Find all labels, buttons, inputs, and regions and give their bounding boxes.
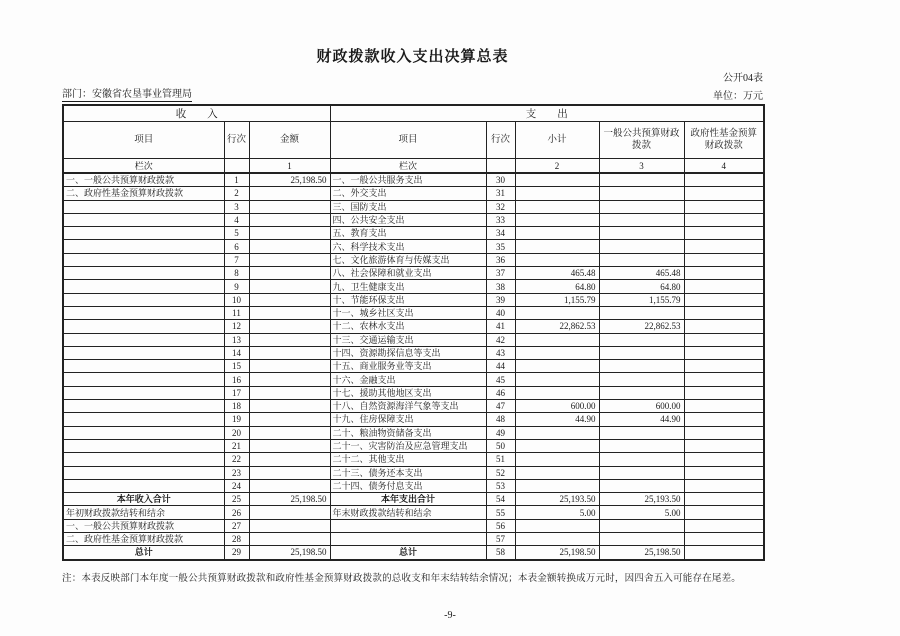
table-row [63,506,764,519]
income-item-label [63,320,224,333]
expense-general-budget-amount [599,426,684,439]
expense-item-label: 二、外交支出 [330,187,486,200]
table-row [63,333,764,346]
expense-subtotal [515,533,599,546]
expense-general-budget-amount [599,200,684,213]
expense-gov-fund-amount [684,519,764,532]
expense-general-budget-amount [599,453,684,466]
income-item-label [63,306,224,319]
expense-subtotal: 25,193.50 [515,493,599,506]
expense-line-number: 38 [486,280,515,293]
income-line-number: 13 [224,333,249,346]
expense-line-number: 31 [486,187,515,200]
expense-gov-fund-amount [684,400,764,413]
table-row [63,453,764,466]
income-line-number: 3 [224,200,249,213]
expense-line-number: 32 [486,200,515,213]
expense-line-number: 46 [486,386,515,399]
expense-item-label: 八、社会保障和就业支出 [330,267,486,280]
income-line-number: 15 [224,360,249,373]
expense-gov-fund-amount [684,453,764,466]
income-amount [249,386,330,399]
expense-item-label: 三、国防支出 [330,200,486,213]
expense-subtotal: 64.80 [515,280,599,293]
income-amount [249,360,330,373]
income-item-label [63,386,224,399]
table-row [63,426,764,439]
table-row [63,306,764,319]
income-line-number: 8 [224,267,249,280]
expense-general-budget-amount: 465.48 [599,267,684,280]
income-line-number: 21 [224,439,249,452]
income-line-number: 6 [224,240,249,253]
income-line-number: 17 [224,386,249,399]
income-item-label: 总计 [63,546,224,560]
expense-subtotal [515,519,599,532]
expense-general-budget-amount [599,533,684,546]
income-line-number: 20 [224,426,249,439]
expense-gov-fund-amount [684,466,764,479]
expense-item-label: 九、卫生健康支出 [330,280,486,293]
expense-subtotal [515,227,599,240]
income-amount [249,533,330,546]
expense-general-budget-amount [599,439,684,452]
unit-label: 单位：万元 [713,91,763,102]
income-item-label: 一、一般公共预算财政拨款 [63,519,224,532]
expense-general-budget-amount [599,173,684,187]
income-item-label: 本年收入合计 [63,493,224,506]
table-row [63,200,764,213]
income-amount [249,506,330,519]
expense-gov-fund-amount [684,373,764,386]
expense-subtotal: 44.90 [515,413,599,426]
income-amount: 25,198.50 [249,173,330,187]
expense-gov-fund-amount [684,267,764,280]
col-header-general-public-budget: 一般公共预算财政拨款 [599,122,684,159]
income-amount [249,293,330,306]
expense-line-number: 33 [486,213,515,226]
expense-general-budget-amount: 1,155.79 [599,293,684,306]
index-income-amount: 1 [249,159,330,174]
expense-gov-fund-amount [684,506,764,519]
expense-line-number: 52 [486,466,515,479]
expense-general-budget-amount: 25,198.50 [599,546,684,560]
income-item-label: 年初财政拨款结转和结余 [63,506,224,519]
income-line-number: 9 [224,280,249,293]
income-line-number: 28 [224,533,249,546]
table-row [63,546,764,560]
income-item-label [63,240,224,253]
table-row [63,493,764,506]
expense-general-budget-amount: 25,193.50 [599,493,684,506]
expense-line-number: 45 [486,373,515,386]
expense-subtotal [515,479,599,492]
expense-subtotal: 25,198.50 [515,546,599,560]
expense-item-label: 六、科学技术支出 [330,240,486,253]
expense-gov-fund-amount [684,546,764,560]
expense-line-number: 37 [486,267,515,280]
expense-line-number: 58 [486,546,515,560]
expense-item-label: 十九、住房保障支出 [330,413,486,426]
expense-line-number: 47 [486,400,515,413]
expense-general-budget-amount [599,213,684,226]
income-item-label [63,200,224,213]
expense-line-number: 35 [486,240,515,253]
income-item-label [63,333,224,346]
expense-line-number: 48 [486,413,515,426]
expense-section-header: 支 出 [330,105,764,122]
expense-general-budget-amount [599,386,684,399]
expense-line-number: 36 [486,253,515,266]
income-item-label [63,400,224,413]
income-item-label [63,213,224,226]
expense-line-number: 40 [486,306,515,319]
expense-line-number: 51 [486,453,515,466]
income-item-label: 二、政府性基金预算财政拨款 [63,533,224,546]
expense-gov-fund-amount [684,253,764,266]
expense-gov-fund-amount [684,227,764,240]
expense-gov-fund-amount [684,386,764,399]
expense-subtotal: 1,155.79 [515,293,599,306]
income-item-label [63,439,224,452]
income-amount [249,519,330,532]
expense-subtotal [515,240,599,253]
expense-line-number: 57 [486,533,515,546]
expense-gov-fund-amount [684,426,764,439]
table-row [63,413,764,426]
document-content [62,0,763,584]
expense-line-number: 34 [486,227,515,240]
income-item-label [63,280,224,293]
income-line-number: 4 [224,213,249,226]
expense-gov-fund-amount [684,346,764,359]
expense-subtotal: 465.48 [515,267,599,280]
income-amount [249,346,330,359]
expense-general-budget-amount [599,479,684,492]
expense-line-number: 43 [486,346,515,359]
expense-subtotal [515,187,599,200]
income-item-label [63,360,224,373]
table-row [63,227,764,240]
expense-item-label: 二十、粮油物资储备支出 [330,426,486,439]
expense-item-label: 五、教育支出 [330,227,486,240]
col-header-expense-item: 项目 [330,122,486,159]
income-amount [249,400,330,413]
expense-line-number: 54 [486,493,515,506]
table-row [63,466,764,479]
table-row [63,400,764,413]
expense-general-budget-amount: 600.00 [599,400,684,413]
income-line-number: 23 [224,466,249,479]
income-line-number: 18 [224,400,249,413]
table-row [63,173,764,187]
expense-item-label [330,533,486,546]
expense-general-budget-amount: 5.00 [599,506,684,519]
doc-code-label: 公开04表 [723,73,763,84]
expense-general-budget-amount [599,187,684,200]
income-item-label [63,479,224,492]
table-body [63,173,764,560]
expense-general-budget-amount [599,253,684,266]
expense-item-label: 一、一般公共服务支出 [330,173,486,187]
index-expense-line [486,159,515,174]
expense-gov-fund-amount [684,187,764,200]
expense-item-label: 十三、交通运输支出 [330,333,486,346]
income-amount [249,320,330,333]
expense-line-number: 39 [486,293,515,306]
income-line-number: 10 [224,293,249,306]
income-line-number: 7 [224,253,249,266]
table-row [63,213,764,226]
expense-general-budget-amount [599,306,684,319]
table-row [63,519,764,532]
income-amount [249,200,330,213]
col-header-income-item: 项目 [63,122,224,159]
expense-general-budget-amount [599,373,684,386]
expense-line-number: 44 [486,360,515,373]
expense-subtotal [515,333,599,346]
expense-general-budget-amount: 64.80 [599,280,684,293]
income-line-number: 11 [224,306,249,319]
expense-item-label: 七、文化旅游体育与传媒支出 [330,253,486,266]
table-row [63,346,764,359]
col-header-income-amount: 金额 [249,122,330,159]
expense-subtotal [515,453,599,466]
expense-gov-fund-amount [684,213,764,226]
expense-subtotal [515,360,599,373]
income-amount [249,333,330,346]
expense-subtotal [515,439,599,452]
expense-line-number: 56 [486,519,515,532]
income-item-label: 一、一般公共预算财政拨款 [63,173,224,187]
income-amount [249,413,330,426]
expense-gov-fund-amount [684,333,764,346]
table-row [63,373,764,386]
income-amount [249,453,330,466]
expense-general-budget-amount [599,240,684,253]
expense-item-label: 十七、援助其他地区支出 [330,386,486,399]
income-amount [249,280,330,293]
expense-subtotal [515,373,599,386]
income-amount [249,240,330,253]
income-line-number: 24 [224,479,249,492]
income-item-label [63,253,224,266]
expense-item-label: 二十一、灾害防治及应急管理支出 [330,439,486,452]
expense-item-label: 二十三、债务还本支出 [330,466,486,479]
expense-gov-fund-amount [684,493,764,506]
table-row [63,267,764,280]
expense-item-label: 十一、城乡社区支出 [330,306,486,319]
income-item-label [63,466,224,479]
expense-general-budget-amount [599,227,684,240]
income-item-label [63,293,224,306]
expense-item-label: 十、节能环保支出 [330,293,486,306]
expense-item-label: 十八、自然资源海洋气象等支出 [330,400,486,413]
income-item-label [63,346,224,359]
expense-gov-fund-amount [684,360,764,373]
expense-subtotal [515,386,599,399]
expense-gov-fund-amount [684,533,764,546]
expense-gov-fund-amount [684,280,764,293]
expense-line-number: 42 [486,333,515,346]
expense-general-budget-amount [599,333,684,346]
income-line-number: 29 [224,546,249,560]
income-amount [249,267,330,280]
expense-subtotal [515,173,599,187]
expense-item-label: 十四、资源勘探信息等支出 [330,346,486,359]
expense-subtotal [515,253,599,266]
expense-gov-fund-amount [684,240,764,253]
expense-item-label: 二十四、债务付息支出 [330,479,486,492]
income-line-number: 5 [224,227,249,240]
expense-gov-fund-amount [684,173,764,187]
expense-item-label: 十五、商业服务业等支出 [330,360,486,373]
index-income-line [224,159,249,174]
expense-subtotal: 22,862.53 [515,320,599,333]
budget-table [62,104,765,561]
expense-line-number: 30 [486,173,515,187]
expense-item-label: 十六、金融支出 [330,373,486,386]
expense-item-label: 二十二、其他支出 [330,453,486,466]
expense-item-label [330,519,486,532]
expense-line-number: 53 [486,479,515,492]
income-amount [249,466,330,479]
income-amount [249,426,330,439]
column-index-row [63,159,764,174]
index-gov-fund: 4 [684,159,764,174]
income-line-number: 14 [224,346,249,359]
income-section-header: 收 入 [63,105,330,122]
income-line-number: 2 [224,187,249,200]
income-item-label [63,426,224,439]
department-label: 部门：安徽省农垦事业管理局 [62,85,192,102]
table-row [63,360,764,373]
income-line-number: 27 [224,519,249,532]
expense-gov-fund-amount [684,293,764,306]
index-subtotal: 2 [515,159,599,174]
income-amount [249,253,330,266]
income-amount: 25,198.50 [249,493,330,506]
table-row [63,533,764,546]
page-title: 财政拨款收入支出决算总表 [316,48,509,65]
income-line-number: 19 [224,413,249,426]
income-item-label [63,227,224,240]
col-header-expense-line: 行次 [486,122,515,159]
expense-subtotal [515,213,599,226]
expense-general-budget-amount: 22,862.53 [599,320,684,333]
income-item-label [63,267,224,280]
expense-subtotal [515,306,599,319]
income-amount [249,373,330,386]
col-header-subtotal: 小计 [515,122,599,159]
income-line-number: 26 [224,506,249,519]
expense-subtotal [515,466,599,479]
income-amount [249,439,330,452]
income-amount [249,479,330,492]
income-item-label [63,453,224,466]
meta-row [62,85,763,104]
income-amount [249,227,330,240]
section-header-row [63,105,764,122]
expense-item-label: 年末财政拨款结转和结余 [330,506,486,519]
table-row [63,439,764,452]
table-row [63,187,764,200]
expense-subtotal [515,426,599,439]
column-header-row [63,122,764,159]
expense-general-budget-amount: 44.90 [599,413,684,426]
expense-gov-fund-amount [684,320,764,333]
expense-item-label: 总计 [330,546,486,560]
expense-subtotal [515,346,599,359]
index-income-caption: 栏次 [63,159,224,174]
expense-subtotal [515,200,599,213]
income-amount [249,306,330,319]
index-general-budget: 3 [599,159,684,174]
expense-line-number: 49 [486,426,515,439]
expense-line-number: 41 [486,320,515,333]
expense-line-number: 50 [486,439,515,452]
expense-general-budget-amount [599,360,684,373]
income-line-number: 25 [224,493,249,506]
table-row [63,386,764,399]
expense-gov-fund-amount [684,413,764,426]
income-item-label [63,413,224,426]
table-row [63,253,764,266]
income-line-number: 16 [224,373,249,386]
income-item-label [63,373,224,386]
expense-subtotal: 5.00 [515,506,599,519]
expense-gov-fund-amount [684,439,764,452]
expense-item-label: 四、公共安全支出 [330,213,486,226]
income-amount [249,187,330,200]
index-expense-caption: 栏次 [330,159,486,174]
income-line-number: 22 [224,453,249,466]
income-line-number: 1 [224,173,249,187]
expense-gov-fund-amount [684,306,764,319]
expense-gov-fund-amount [684,200,764,213]
table-row [63,240,764,253]
income-amount [249,213,330,226]
table-row [63,280,764,293]
col-header-gov-fund-budget: 政府性基金预算财政拨款 [684,122,764,159]
expense-line-number: 55 [486,506,515,519]
income-amount: 25,198.50 [249,546,330,560]
expense-subtotal: 600.00 [515,400,599,413]
expense-gov-fund-amount [684,479,764,492]
expense-general-budget-amount [599,466,684,479]
table-row [63,479,764,492]
expense-general-budget-amount [599,346,684,359]
expense-general-budget-amount [599,519,684,532]
page-number: -9- [444,609,456,621]
table-row [63,320,764,333]
expense-item-label: 本年支出合计 [330,493,486,506]
footnote: 注：本表反映部门本年度一般公共预算财政拨款和政府性基金预算财政拨款的总收支和年末结转结余情况；本表金额转换成万元时，因四舍五入可能存在尾差。 [62,573,742,584]
expense-item-label: 十二、农林水支出 [330,320,486,333]
income-item-label: 二、政府性基金预算财政拨款 [63,187,224,200]
income-line-number: 12 [224,320,249,333]
col-header-income-line: 行次 [224,122,249,159]
table-row [63,293,764,306]
